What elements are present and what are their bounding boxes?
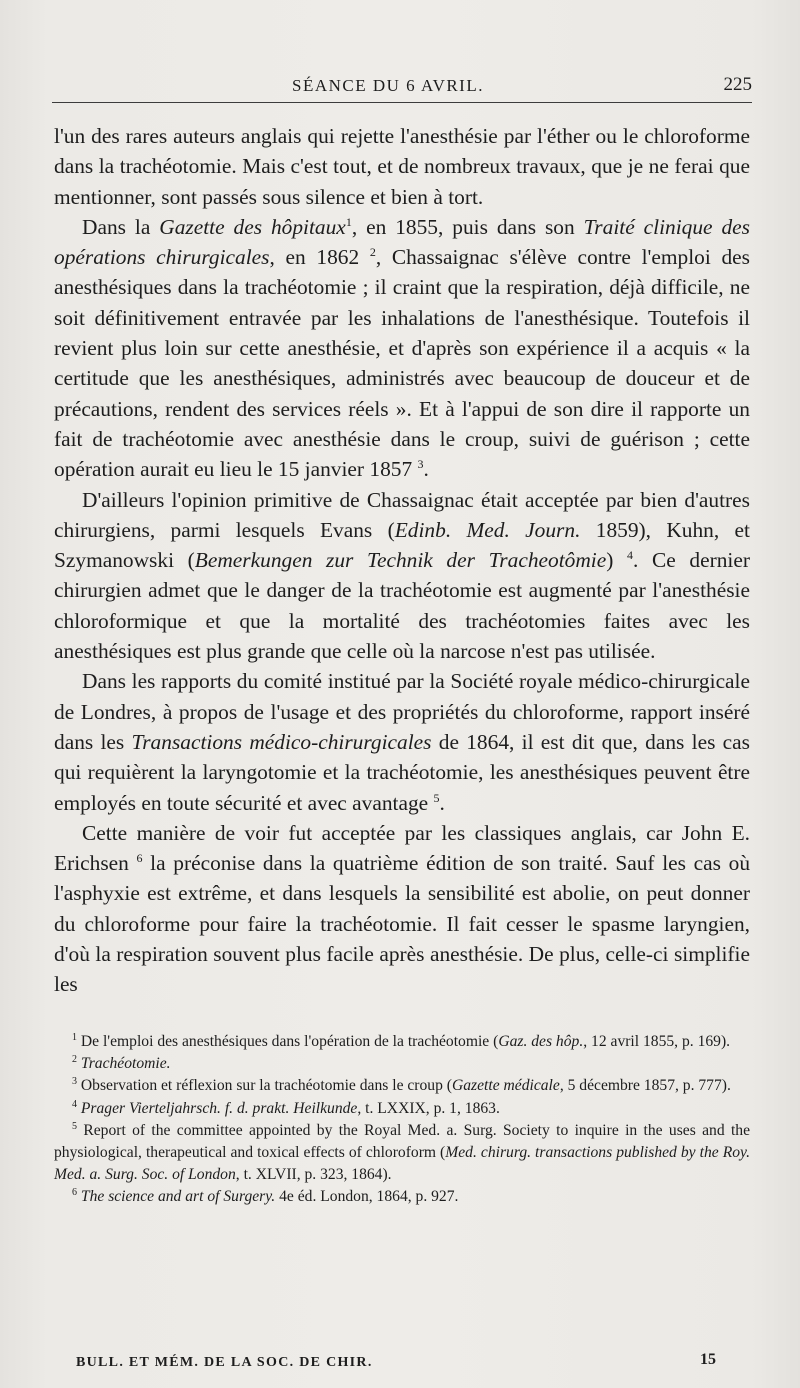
- paragraph-4: [54, 666, 750, 817]
- text-run: D'ailleurs l'opinion primitive de Chassaignac était acceptée par bien d'autres chirurgiens, parmi lesquels Evans (: [54, 487, 750, 542]
- cited-title: Med. chirurg. transactions published by the Roy. Med. a. Surg. Soc. of London: [54, 1144, 750, 1184]
- page-header: [52, 72, 752, 112]
- footnote-ref: 4: [627, 548, 634, 563]
- text-run: . Ce dernier chirurgien admet que le danger de la trachéotomie est augmenté par l'anesthésie chloroformique et que la mortalité des trachéotomies faites avec les anesthésiques est plus grande que celle où la narcose n'est pas utilisée.: [54, 548, 750, 664]
- text-run: la préconise dans la quatrième édition de son traité. Sauf les cas où l'asphyxie est extrême, et dans lesquels la sensibilité est abolie, on peut donner du chloroforme pour faire la trachéotomie. Il fait cesser le spasme laryngien, d'où la respiration souvent plus facile après anesthésie. De plus, celle-ci simplifie les: [54, 851, 751, 997]
- text-run: , 12 avril 1855, p. 169).: [583, 1033, 731, 1050]
- cited-title: Trachéotomie.: [77, 1055, 171, 1073]
- footnote-ref: 5: [433, 790, 440, 805]
- footnote-5: [54, 1120, 750, 1187]
- text-run: .: [423, 457, 429, 482]
- header-rule: [52, 102, 752, 103]
- cited-title: Edinb. Med. Journ.: [394, 517, 581, 542]
- cited-title: Gaz. des hôp.: [498, 1033, 584, 1050]
- paragraph-3: [54, 485, 750, 667]
- text-run: , en 1862: [269, 245, 370, 270]
- cited-title: Gazette médicale: [451, 1077, 560, 1095]
- footnote-ref: 2: [369, 245, 376, 260]
- paragraph-5: [54, 818, 750, 1000]
- footnote-number: 6: [72, 1187, 77, 1199]
- text-run: , t. LXXIX, p. 1, 1863.: [357, 1099, 500, 1117]
- text-run: ): [606, 548, 628, 573]
- text-run: 1859), Kuhn, et Szymanowski (: [54, 517, 750, 573]
- footnote-number: 2: [72, 1054, 77, 1066]
- footnote-2: [54, 1053, 750, 1075]
- text-run: De l'emploi des anesthésiques dans l'opération de la trachéotomie (: [77, 1033, 499, 1050]
- footnote-3: [54, 1075, 750, 1097]
- footnote-number: 1: [72, 1031, 77, 1043]
- cited-title: Transactions médico-chirurgicales: [131, 729, 432, 754]
- page-number: 225: [723, 74, 752, 95]
- text-run: Cette manière de voir fut acceptée par les classiques anglais, car John E. Erichsen: [54, 820, 750, 876]
- footnotes: [54, 1031, 750, 1209]
- main-text: [54, 121, 750, 1000]
- text-run: Dans les rapports du comité institué par la Société royale médico-chirurgicale de Londres, à propos de l'usage et des propriétés du chloroforme, rapport inséré dans les: [54, 669, 750, 754]
- signature-number: 15: [700, 1351, 716, 1368]
- footnote-number: 5: [72, 1120, 77, 1132]
- footnote-6: [54, 1186, 750, 1208]
- text-run: Report of the committee appointed by the Royal Med. a. Surg. Society to inquire in the uses and the physiological, therapeutical and toxical effects of chloroform (: [54, 1121, 750, 1162]
- text-run: , 5 décembre 1857, p. 777).: [559, 1077, 731, 1095]
- text-run: , en 1855, puis dans son: [351, 214, 584, 239]
- cited-title: Bemerkungen zur Technik der Tracheotômie: [194, 548, 607, 573]
- paragraph-text: l'un des rares auteurs anglais qui rejette l'anesthésie par l'éther ou le chloroforme dans la trachéotomie. Mais c'est tout, et de nombreux travaux, que je ne ferai que mentionner, sont passés sous silence et bien à tort.: [54, 124, 750, 209]
- cited-title: Gazette des hôpitaux: [159, 214, 346, 239]
- text-run: Dans la: [82, 214, 160, 239]
- text-run: 4e éd. London, 1864, p. 927.: [275, 1188, 459, 1206]
- footnote-ref: 1: [345, 214, 352, 229]
- signature-line: BULL. ET MÉM. DE LA SOC. DE CHIR.: [76, 1355, 373, 1370]
- text-run: .: [439, 790, 445, 815]
- cited-title: The science and art of Surgery.: [77, 1188, 276, 1206]
- text-run: Observation et réflexion sur la trachéotomie dans le croup (: [77, 1077, 452, 1095]
- footnote-ref: 3: [417, 457, 424, 472]
- cited-title: Traité clinique des opérations chirurgicales: [54, 214, 750, 270]
- running-head: SÉANCE DU 6 AVRIL.: [292, 76, 484, 95]
- text-run: , Chassaignac s'élève contre l'emploi des anesthésiques dans la trachéotomie ; il craint que la respiration, déjà difficile, ne soit définitivement entravée par les inhalations de l'anesthésique. Toutefois il revient plus loin sur cette anesthésie, et d'après son expérience il a acquis « la certitude que les anesthésiques, administrés avec beaucoup de douceur et de précautions, rendent des services réels ». Et à l'appui de son dire il rapporte un fait de trachéotomie avec anesthésie dans le croup, suivi de guérison ; cette opération aurait eu lieu le 15 janvier 1857: [54, 245, 750, 482]
- paragraph-1: [54, 121, 750, 212]
- footnote-1: [54, 1031, 750, 1053]
- text-run: de 1864, il est dit que, dans les cas qui requièrent la laryngotomie et la trachéotomie, les anesthésiques peuvent être employés en toute sécurité et avec avantage: [54, 729, 750, 815]
- footnote-number: 3: [72, 1076, 77, 1088]
- cited-title: Prager Vierteljahrsch. f. d. prakt. Heilkunde: [77, 1099, 358, 1117]
- footnote-4: [54, 1098, 750, 1120]
- footnote-number: 4: [72, 1098, 77, 1110]
- paragraph-2: [54, 212, 750, 485]
- text-run: , t. XLVII, p. 323, 1864).: [235, 1166, 392, 1184]
- footnote-ref: 6: [136, 851, 143, 865]
